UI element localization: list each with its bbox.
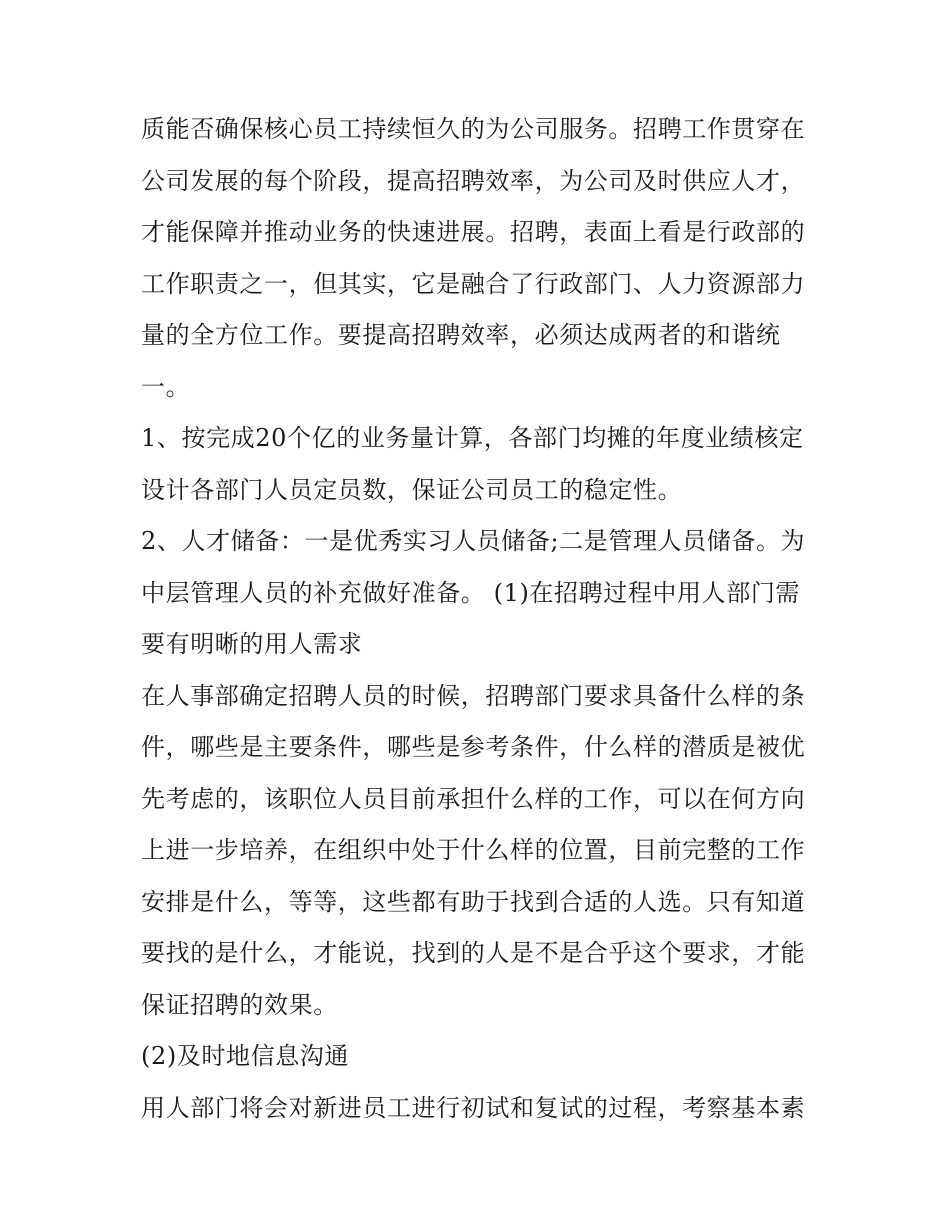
text-line: 在人事部确定招聘人员的时候，招聘部门要求具备什么样的条	[141, 681, 806, 710]
text-line: 中层管理人员的补充做好准备。 (1)在招聘过程中用人部门需	[141, 578, 801, 607]
text-line: 件，哪些是主要条件，哪些是参考条件，什么样的潜质是被优	[141, 733, 806, 761]
text-line: 质能否确保核心员工持续恒久的为公司服务。招聘工作贯穿在	[141, 115, 806, 143]
text-line: 2、人才储备：一是优秀实习人员储备;二是管理人员储备。为	[141, 527, 806, 555]
text-line: 要找的是什么，才能说，找到的人是不是合乎这个要求，才能	[141, 939, 806, 967]
text-line: 一。	[141, 372, 191, 401]
text-line: 安排是什么，等等，这些都有助于找到合适的人选。只有知道	[141, 887, 806, 916]
text-line: 先考虑的，该职位人员目前承担什么样的工作，可以在何方向	[141, 784, 806, 813]
text-line: 才能保障并推动业务的快速进展。招聘，表面上看是行政部的	[141, 218, 806, 246]
text-line: 1、按完成20个亿的业务量计算，各部门均摊的年度业绩核定	[141, 424, 804, 452]
text-line: 上进一步培养，在组织中处于什么样的位置，目前完整的工作	[141, 836, 806, 864]
text-line: 工作职责之一，但其实，它是融合了行政部门、人力资源部力	[141, 269, 806, 298]
text-line: 用人部门将会对新进员工进行初试和复试的过程，考察基本素	[141, 1093, 806, 1122]
body-text	[141, 104, 816, 1134]
text-line: 要有明晰的用人需求	[141, 630, 363, 658]
text-line: 公司发展的每个阶段，提高招聘效率，为公司及时供应人才，	[141, 166, 806, 195]
text-line: 设计各部门人员定员数，保证公司员工的稳定性。	[141, 475, 683, 504]
text-line: 保证招聘的效果。	[141, 990, 338, 1019]
text-line: 量的全方位工作。要提高招聘效率，必须达成两者的和谐统	[141, 321, 781, 349]
text-line: (2)及时地信息沟通	[141, 1042, 349, 1070]
